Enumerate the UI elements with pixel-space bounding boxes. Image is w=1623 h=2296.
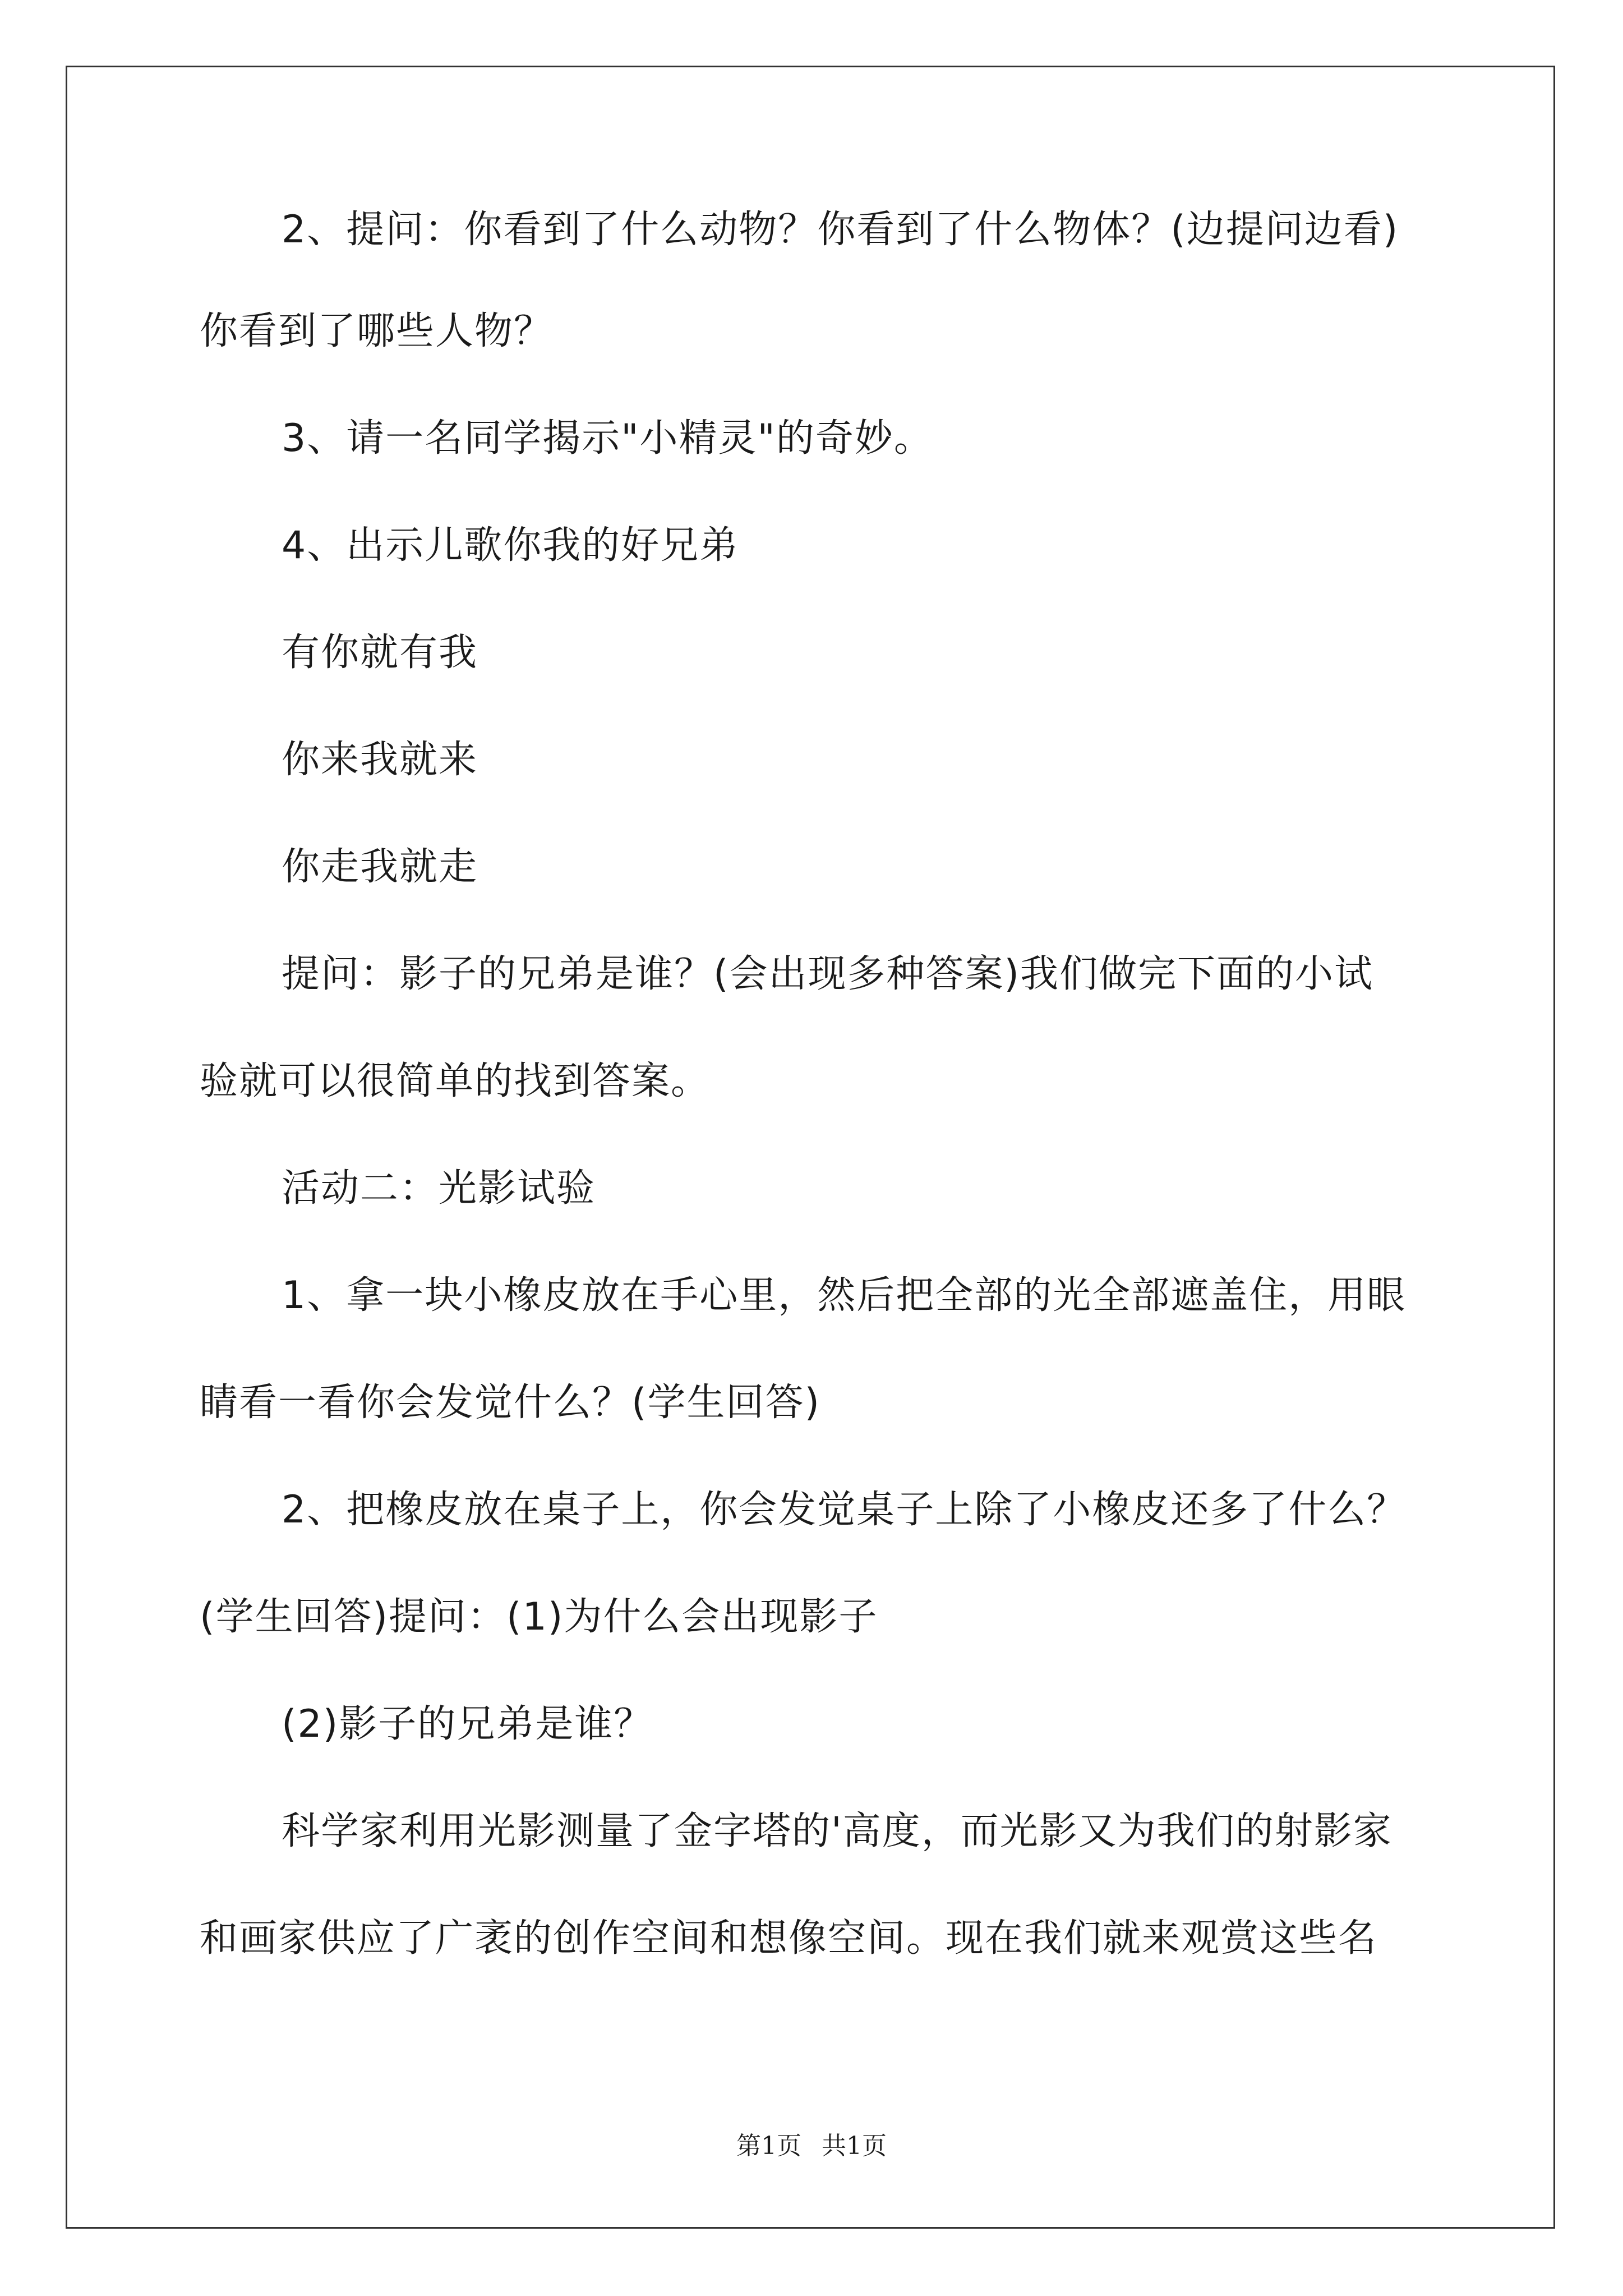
text-line-16: 科学家利用光影测量了金字塔的'高度，而光影又为我们的射影家 [282,1809,1393,1853]
text-line-7: 你走我就走 [282,845,478,889]
text-line-17: 和画家供应了广袤的创作空间和想像空间。现在我们就来观赏这些名 [200,1916,1378,1961]
text-line-9: 验就可以很简单的找到答案。 [200,1059,711,1103]
text-line-2: 你看到了哪些人物？ [200,309,554,353]
text-line-8: 提问：影子的兄弟是谁？(会出现多种答案)我们做完下面的小试 [282,952,1374,996]
page-border [66,66,1555,2229]
page-footer [0,2129,1623,2163]
text-line-14: (学生回答)提问：(1)为什么会出现影子 [200,1595,878,1639]
text-line-6: 你来我就来 [282,738,478,782]
text-line-12: 睛看一看你会发觉什么？(学生回答) [200,1381,821,1425]
text-line-5: 有你就有我 [282,631,478,675]
text-line-13: 2、把橡皮放在桌子上，你会发觉桌子上除了小橡皮还多了什么？ [282,1488,1407,1532]
text-line-11: 1、拿一块小橡皮放在手心里，然后把全部的光全部遮盖住，用眼 [282,1273,1407,1318]
section-heading: 活动二：光影试验 [282,1166,596,1211]
page-number: 第1页 [736,2132,801,2160]
text-line-15: (2)影子的兄弟是谁？ [282,1702,653,1746]
text-line-1: 2、提问：你看到了什么动物？你看到了什么物体？(边提问边看) [282,208,1399,252]
page-total: 共1页 [822,2132,887,2160]
text-line-3: 3、请一名同学揭示"小精灵"的奇妙。 [282,416,933,461]
text-line-4: 4、出示儿歌你我的好兄弟 [282,523,739,568]
